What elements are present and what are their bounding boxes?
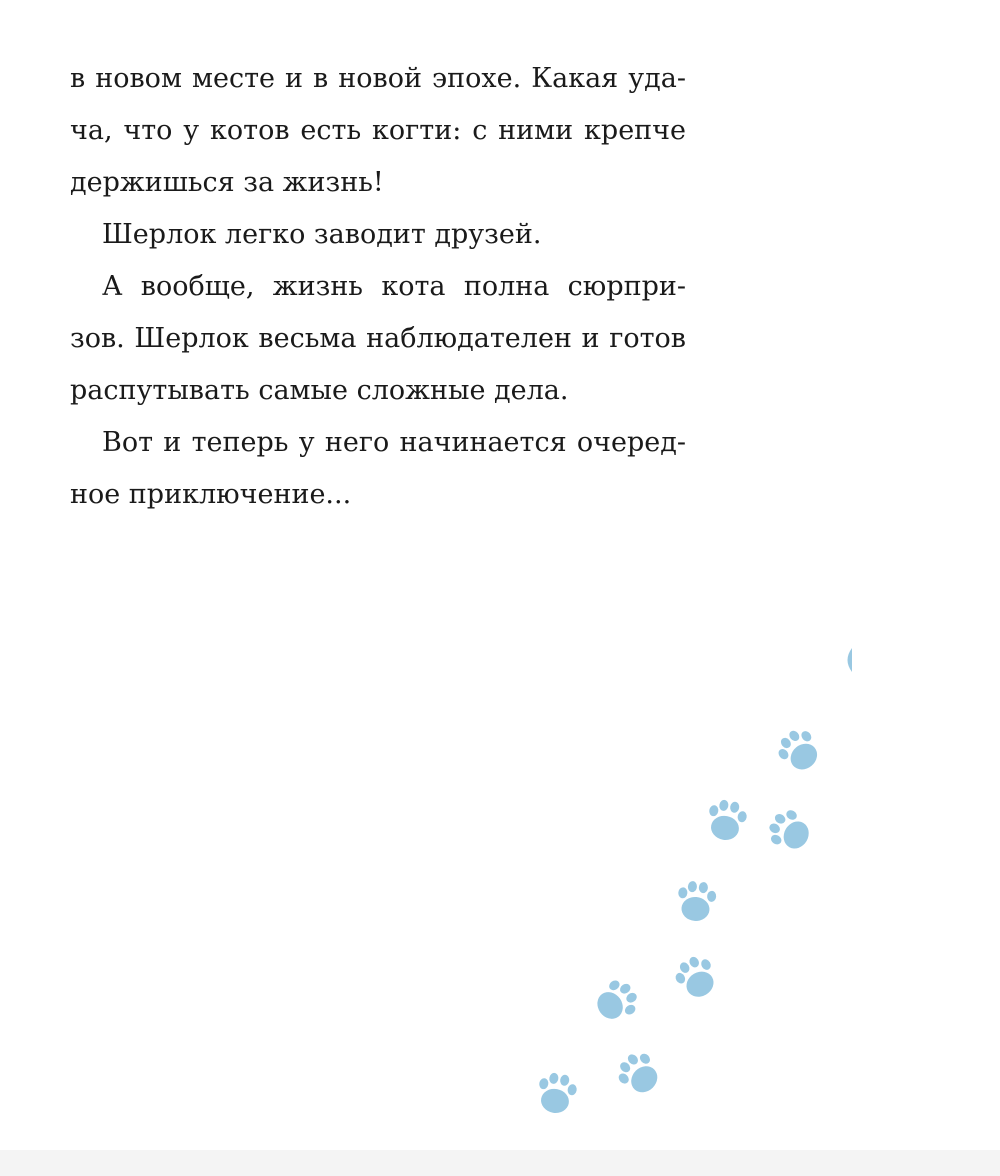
text-line: Шерлок легко заводит друзей. xyxy=(102,219,542,250)
paw-print-icon xyxy=(705,798,749,843)
text-line: ное приключение... xyxy=(70,479,352,510)
paw-print-icon xyxy=(772,723,826,778)
paw-print-icon xyxy=(848,648,853,672)
paw-print-icon xyxy=(676,880,717,923)
paw-print-icon xyxy=(612,1046,667,1101)
paw-print-icon xyxy=(590,975,644,1029)
text-line: в новом месте и в новой эпохе. Какая уда- xyxy=(70,63,686,94)
text-line: распутывать самые сложные дела. xyxy=(70,375,569,406)
page-bottom-edge xyxy=(0,1150,1000,1176)
text-line: Вот и теперь у него начинается очеред- xyxy=(102,427,686,458)
text-line: держишься за жизнь! xyxy=(70,167,384,198)
paw-print-icon xyxy=(670,951,723,1004)
text-line: ча, что у котов есть когти: с ними крепче xyxy=(70,115,686,146)
text-line: А вообще, жизнь кота полна сюрпри- xyxy=(102,271,686,302)
paw-print-icon xyxy=(535,1071,579,1116)
text-line: зов. Шерлок весьма наблюдателен и готов xyxy=(70,323,686,354)
paw-print-icon xyxy=(763,804,816,857)
